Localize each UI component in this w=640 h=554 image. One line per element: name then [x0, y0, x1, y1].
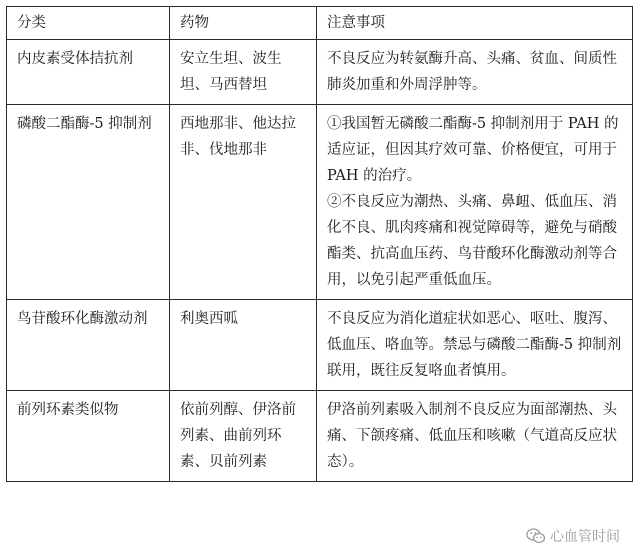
row-category: 前列环素类似物	[7, 391, 170, 482]
watermark-text: 心血管时间	[550, 529, 620, 545]
note-text: 不良反应为转氨酶升高、头痛、贫血、间质性肺炎加重和外周浮肿等。	[327, 51, 617, 93]
header-notes: 注意事项	[317, 7, 633, 40]
row-drugs: 西地那非、他达拉非、伐地那非	[170, 105, 317, 300]
wechat-icon	[526, 528, 546, 544]
table-row	[7, 105, 633, 300]
note-text: 不良反应为消化道症状如恶心、呕吐、腹泻、低血压、咯血等。禁忌与磷酸二酯酶-5 抑制剂联用，既往反复咯血者慎用。	[327, 311, 622, 379]
row-category: 磷酸二酯酶-5 抑制剂	[7, 105, 170, 300]
row-category: 内皮素受体拮抗剂	[7, 40, 170, 105]
table-row	[7, 300, 633, 391]
row-notes	[317, 40, 633, 105]
table-header-row	[7, 7, 633, 40]
note-text: 伊洛前列素吸入制剂不良反应为面部潮热、头痛、下颌疼痛、低血压和咳嗽（气道高反应状态）。	[327, 402, 617, 470]
table-row	[7, 40, 633, 105]
table-row	[7, 391, 633, 482]
row-drugs: 依前列醇、伊洛前列素、曲前列环素、贝前列素	[170, 391, 317, 482]
row-drugs: 安立生坦、波生坦、马西替坦	[170, 40, 317, 105]
row-notes	[317, 300, 633, 391]
drug-notes-table	[6, 6, 633, 482]
note-text: ②不良反应为潮热、头痛、鼻衄、低血压、消化不良、肌肉疼痛和视觉障碍等，避免与硝酸酯类、抗高血压药、鸟苷酸环化酶激动剂等合用，以免引起严重低血压。	[327, 194, 617, 288]
row-drugs: 利奥西呱	[170, 300, 317, 391]
header-category: 分类	[7, 7, 170, 40]
note-text: ①我国暂无磷酸二酯酶-5 抑制剂用于 PAH 的适应证，但因其疗效可靠、价格便宜，可用于 PAH 的治疗。	[327, 116, 619, 184]
header-drugs: 药物	[170, 7, 317, 40]
row-notes	[317, 391, 633, 482]
row-category: 鸟苷酸环化酶激动剂	[7, 300, 170, 391]
row-notes	[317, 105, 633, 300]
watermark	[526, 526, 620, 546]
